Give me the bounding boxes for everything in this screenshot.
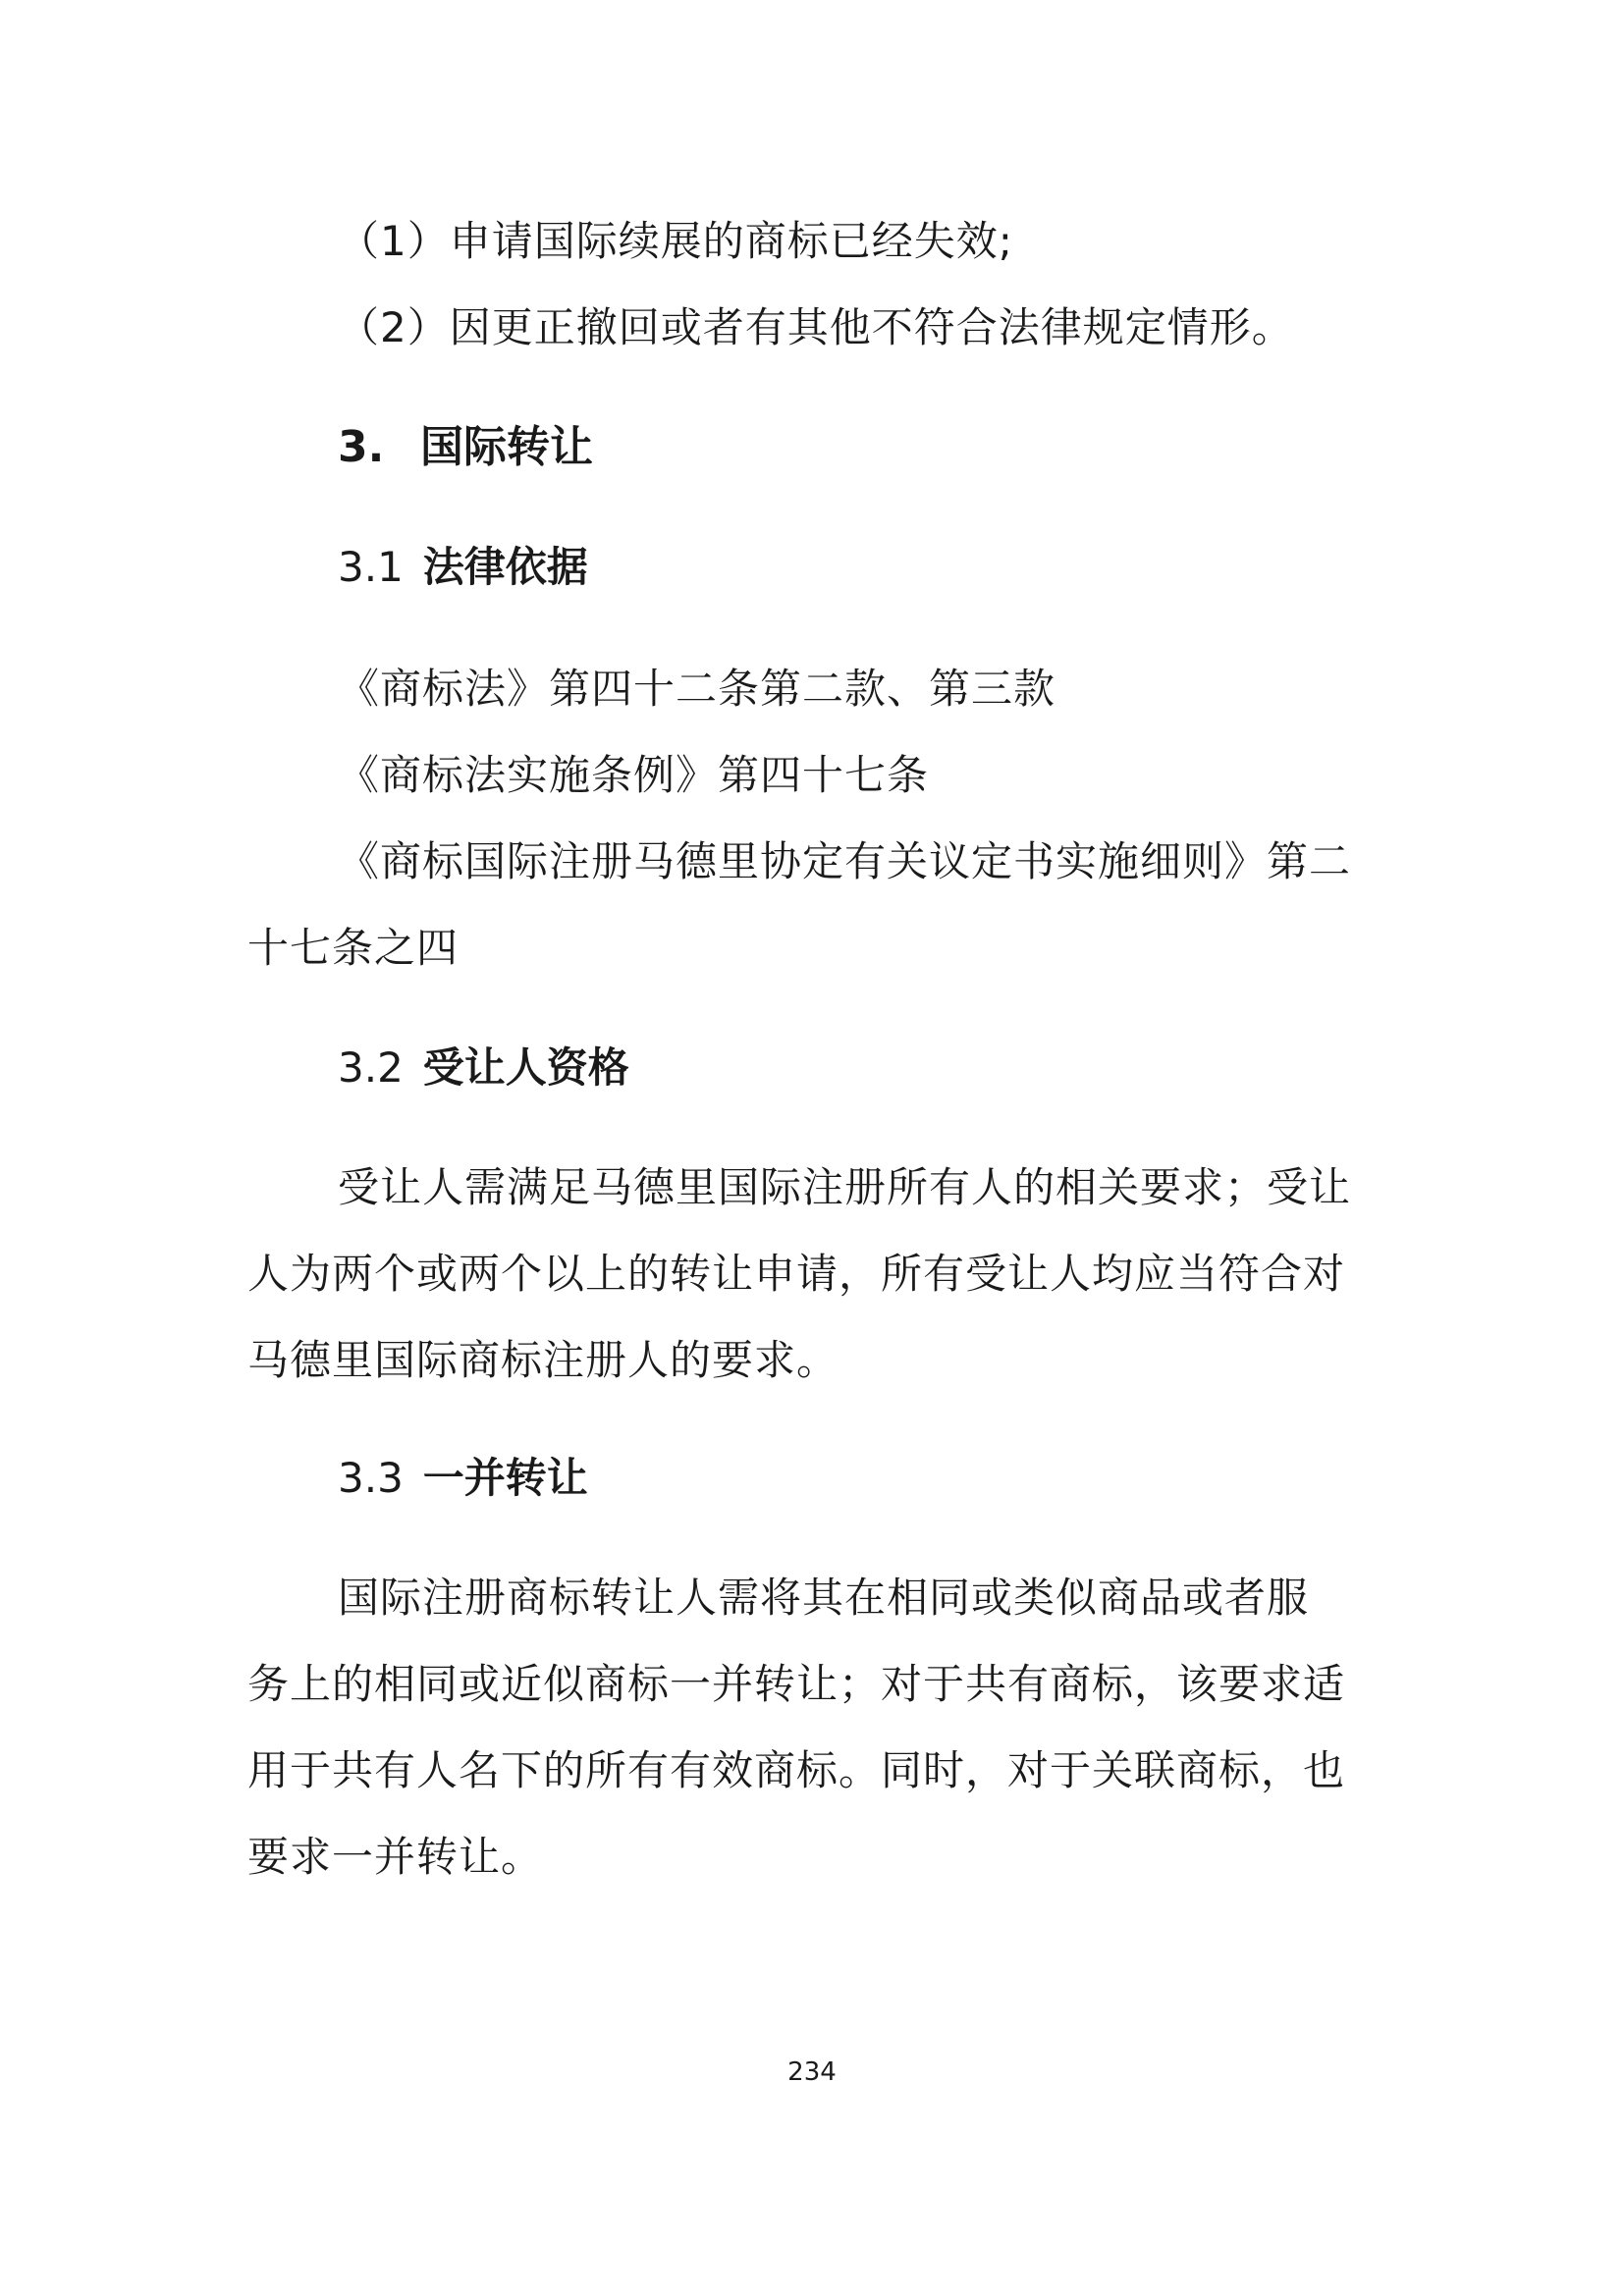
paragraph-line: 受让人需满足马德里国际注册所有人的相关要求；受让 bbox=[338, 1163, 1352, 1211]
list-item-2: （2）因更正撤回或者有其他不符合法律规定情形。 bbox=[338, 303, 1294, 351]
paragraph-line: 马德里国际商标注册人的要求。 bbox=[247, 1336, 839, 1384]
list-item-1: （1）申请国际续展的商标已经失效; bbox=[338, 217, 1013, 265]
subsection-number: 3.3 bbox=[338, 1454, 404, 1502]
subsection-number: 3.1 bbox=[338, 543, 404, 591]
paragraph-line: 《商标法实施条例》第四十七条 bbox=[338, 751, 930, 799]
subsection-heading-3-1 bbox=[338, 538, 588, 597]
paragraph-line: 要求一并转让。 bbox=[247, 1833, 544, 1881]
paragraph-line: 《商标国际注册马德里协定有关议定书实施细则》第二 bbox=[338, 837, 1352, 885]
section-title: 国际转让 bbox=[420, 422, 593, 472]
subsection-heading-3-2 bbox=[338, 1039, 629, 1097]
paragraph-line: 国际注册商标转让人需将其在相同或类似商品或者服 bbox=[338, 1574, 1310, 1622]
subsection-heading-3-3 bbox=[338, 1449, 588, 1508]
page-number: 234 bbox=[787, 2057, 837, 2087]
section-heading bbox=[338, 418, 593, 477]
paragraph-line: 务上的相同或近似商标一并转让；对于共有商标，该要求适 bbox=[247, 1660, 1346, 1708]
paragraph-line: 十七条之四 bbox=[247, 924, 460, 972]
paragraph-line: 用于共有人名下的所有有效商标。同时，对于关联商标，也 bbox=[247, 1746, 1346, 1794]
section-number: 3. bbox=[338, 422, 385, 472]
subsection-title: 法律依据 bbox=[422, 543, 588, 591]
subsection-number: 3.2 bbox=[338, 1043, 404, 1092]
paragraph-line: 《商标法》第四十二条第二款、第三款 bbox=[338, 665, 1056, 713]
subsection-title: 受让人资格 bbox=[422, 1043, 629, 1092]
subsection-title: 一并转让 bbox=[422, 1454, 588, 1502]
paragraph-line: 人为两个或两个以上的转让申请，所有受让人均应当符合对 bbox=[247, 1250, 1346, 1298]
